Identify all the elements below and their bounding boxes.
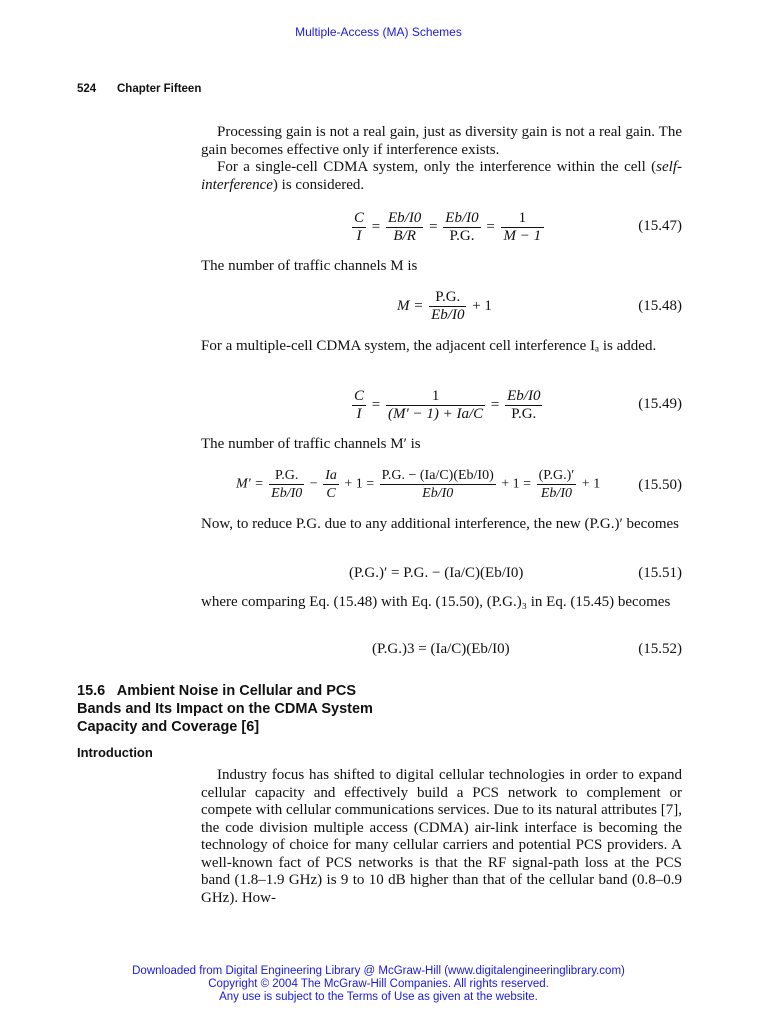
numerator: P.G. − (Ia/C)(Eb/I0) bbox=[381, 468, 494, 483]
denominator: P.G. bbox=[511, 406, 537, 422]
numerator: Eb/I0 bbox=[445, 210, 479, 226]
section-heading-line: 15.6 Ambient Noise in Cellular and PCS bbox=[77, 683, 357, 699]
equation-number: (15.49) bbox=[638, 396, 682, 412]
fraction bbox=[352, 210, 366, 245]
numerator: C bbox=[354, 210, 365, 226]
paragraph-reduce-pg bbox=[201, 516, 682, 534]
fraction bbox=[501, 210, 545, 245]
section-heading bbox=[77, 682, 373, 736]
fraction bbox=[352, 388, 366, 423]
footer-copyright-line: Copyright © 2004 The McGraw-Hill Companies. All rights reserved. bbox=[208, 978, 549, 990]
paragraph-text: where comparing Eq. (15.48) with Eq. (15.50), (P.G.)₃ in Eq. (15.45) becomes bbox=[201, 594, 671, 610]
equation-number: (15.47) bbox=[638, 218, 682, 234]
numerator: P.G. bbox=[429, 289, 466, 307]
fraction bbox=[443, 210, 480, 245]
equation-15-52 bbox=[372, 641, 510, 658]
denominator: (M′ − 1) + Ia/C bbox=[387, 406, 484, 422]
numerator: (P.G.)′ bbox=[538, 468, 575, 483]
denominator: Eb/I0 bbox=[271, 486, 303, 501]
equation-15-51 bbox=[349, 565, 523, 582]
paragraph-text: Industry focus has shifted to digital cellular technologies in order to expand cellular capacity and effectively build a PCS network to complement or compete with cellular communications services. Due to its natural attributes [7], the code division multiple access (CDMA) air-link interface is becoming the technology of choice for many cellular carriers and potential PCS providers. A well-known fact of PCS networks is that the RF signal-path loss at the PCS band (1.8–1.9 GHz) is 9 to 10 dB higher than that of the cellular band (0.8–0.9 GHz). How- bbox=[201, 767, 682, 906]
denominator: M − 1 bbox=[503, 228, 542, 244]
equation-15-50 bbox=[236, 467, 600, 502]
fraction bbox=[386, 388, 485, 423]
equation-15-47 bbox=[350, 210, 546, 245]
numerator: 1 bbox=[386, 388, 485, 406]
fraction bbox=[505, 388, 542, 423]
emphasis-text: self-interference bbox=[201, 159, 682, 193]
denominator: Eb/I0 bbox=[431, 307, 465, 323]
denominator: I bbox=[356, 406, 362, 422]
denominator: Eb/I0 bbox=[540, 486, 572, 501]
equals-sign: = bbox=[429, 218, 438, 235]
paragraph-multiple-cell bbox=[201, 338, 682, 356]
numerator: P.G. bbox=[269, 467, 304, 485]
equation-term: + 1 bbox=[581, 476, 601, 492]
numerator: Ia bbox=[325, 468, 337, 483]
equation-text: (P.G.)3 = (Ia/C)(Eb/I0) bbox=[372, 641, 510, 657]
equation-15-49 bbox=[350, 388, 544, 423]
chapter-title: Chapter Fifteen bbox=[117, 83, 202, 95]
equation-number: (15.50) bbox=[638, 477, 682, 493]
fraction bbox=[269, 467, 304, 502]
running-head: Multiple-Access (MA) Schemes bbox=[295, 25, 462, 39]
page-footer bbox=[0, 965, 757, 1004]
text-run: For a single-cell CDMA system, only the interference within the cell ( bbox=[217, 159, 657, 175]
page-number: 524 bbox=[77, 83, 97, 95]
equation-lhs: M′ = bbox=[236, 476, 264, 492]
equation-lhs: M = bbox=[397, 297, 424, 314]
numerator: Eb/I0 bbox=[387, 210, 422, 226]
denominator: P.G. bbox=[449, 228, 475, 244]
fraction bbox=[537, 467, 577, 502]
paragraph-text: The number of traffic channels M is bbox=[201, 258, 418, 274]
equation-number: (15.51) bbox=[638, 565, 682, 581]
footer-download-line[interactable]: Downloaded from Digital Engineering Library @ McGraw-Hill (www.digitalengineeringlibrary.com) bbox=[132, 965, 625, 977]
paragraph-introduction bbox=[201, 767, 682, 907]
paragraph-text bbox=[201, 159, 682, 194]
numerator: C bbox=[354, 388, 365, 404]
subsection-heading: Introduction bbox=[77, 745, 153, 760]
equals-sign: = bbox=[490, 396, 500, 413]
denominator: I bbox=[356, 228, 362, 244]
paragraph-text: For a multiple-cell CDMA system, the adjacent cell interference Iₐ is added. bbox=[201, 338, 657, 354]
paragraph-traffic-channels-prime bbox=[201, 436, 682, 454]
minus-sign: − bbox=[309, 476, 318, 492]
equation-number: (15.52) bbox=[638, 641, 682, 657]
fraction bbox=[380, 467, 496, 502]
equals-sign: = bbox=[371, 218, 381, 235]
equation-15-48 bbox=[397, 289, 492, 324]
footer-terms-line[interactable]: Any use is subject to the Terms of Use as given at the website. bbox=[219, 991, 538, 1003]
paragraph-processing-gain bbox=[201, 124, 682, 194]
numerator: 1 bbox=[501, 210, 545, 228]
denominator: Eb/I0 bbox=[422, 486, 454, 501]
denominator: C bbox=[326, 486, 336, 501]
section-heading-line: Capacity and Coverage [6] bbox=[77, 719, 260, 735]
equation-text: (P.G.)′ = P.G. − (Ia/C)(Eb/I0) bbox=[349, 565, 524, 581]
paragraph-text: The number of traffic channels M′ is bbox=[201, 436, 421, 452]
fraction bbox=[386, 210, 423, 245]
equals-sign: = bbox=[486, 218, 495, 235]
numerator: Eb/I0 bbox=[507, 388, 541, 404]
text-run: ) is considered. bbox=[272, 176, 365, 193]
equation-term: + 1 bbox=[472, 297, 492, 314]
equation-number: (15.48) bbox=[638, 298, 682, 314]
paragraph-comparing bbox=[201, 594, 682, 612]
section-heading-line: Bands and Its Impact on the CDMA System bbox=[77, 701, 373, 717]
paragraph-text: Processing gain is not a real gain, just as diversity gain is not a real gain. The gain becomes effective only if interference exists. bbox=[201, 124, 682, 158]
equation-term: + 1 = bbox=[501, 476, 532, 492]
fraction bbox=[429, 289, 466, 324]
equals-sign: = bbox=[371, 396, 381, 413]
denominator: B/R bbox=[393, 228, 416, 244]
equation-term: + 1 = bbox=[344, 476, 375, 492]
fraction bbox=[323, 467, 339, 502]
paragraph-traffic-channels bbox=[201, 258, 682, 276]
paragraph-text: Now, to reduce P.G. due to any additional interference, the new (P.G.)′ becomes bbox=[201, 516, 679, 532]
